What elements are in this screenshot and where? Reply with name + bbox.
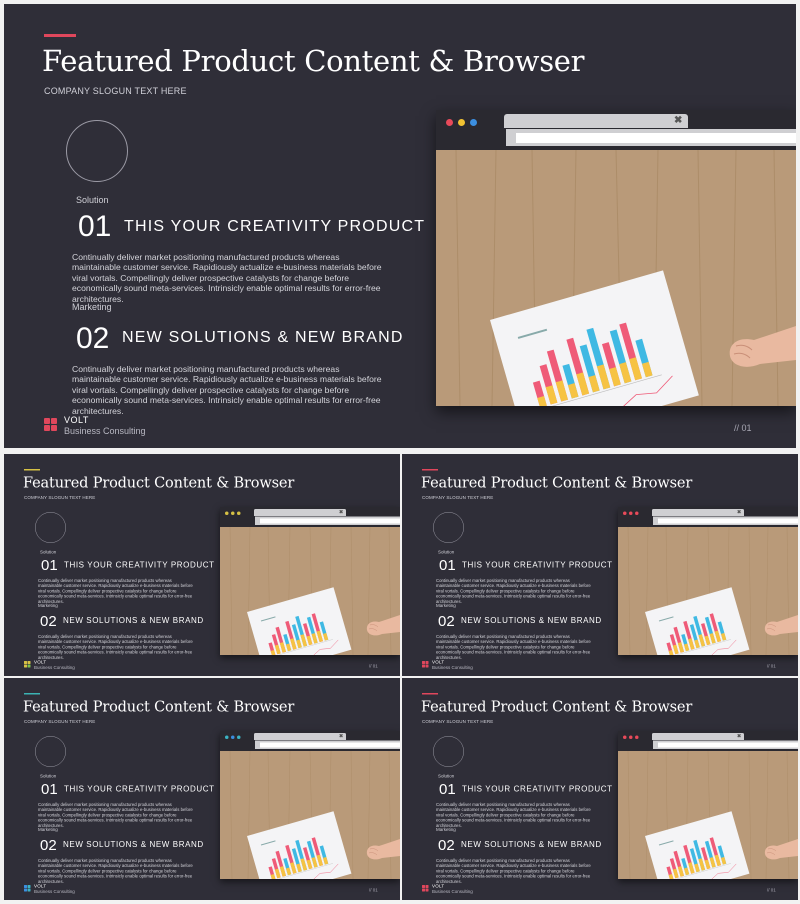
section-2-number: 02	[40, 613, 57, 630]
title-accent-bar	[24, 693, 40, 695]
company-slogan: COMPANY SLOGUN TEXT HERE	[24, 719, 96, 724]
section-1-number: 01	[41, 557, 58, 574]
section-2-number: 02	[438, 837, 455, 854]
address-bar	[260, 519, 400, 524]
section-1-label: Solution	[438, 549, 455, 555]
logo-square-4	[28, 889, 31, 892]
section-1-heading: THIS YOUR CREATIVITY PRODUCT	[462, 785, 613, 794]
slide-thumbnail-4-content	[402, 678, 798, 900]
circle-graphic	[35, 736, 66, 767]
section-2-body: Continually deliver market positioning manufactured products whereas maintainable customer service. Rapidiously actualize e-business materials before viral vortals. Compellingly deliver prospective catalysts for change before economically sound meta-services. Intrinsicly enable optimal results for error-free architectures.	[436, 634, 591, 660]
volt-logo-icon	[24, 885, 31, 892]
section-1-heading: THIS YOUR CREATIVITY PRODUCT	[64, 785, 215, 794]
circle-graphic	[66, 120, 128, 182]
page-number: // 01	[734, 423, 752, 433]
page-number: // 01	[767, 887, 776, 893]
slide-title: Featured Product Content & Browser	[23, 698, 295, 715]
title-accent-bar	[422, 693, 438, 695]
slide-title: Featured Product Content & Browser	[23, 474, 295, 491]
section-2-body: Continually deliver market positioning manufactured products whereas maintainable customer service. Rapidiously actualize e-business materials before viral vortals. Compellingly deliver prospective catalysts for change before economically sound meta-services. Intrinsicly enable optimal results for error-free architectures.	[38, 634, 193, 660]
slide-thumbnail-1-content	[4, 454, 400, 676]
page-number: // 01	[767, 663, 776, 669]
tab-close-icon: ✖	[339, 509, 344, 515]
slide-thumbnail-2[interactable]	[402, 454, 798, 676]
section-1-heading: THIS YOUR CREATIVITY PRODUCT	[64, 561, 215, 570]
browser-content-photo	[220, 527, 400, 655]
section-1-number: 01	[439, 781, 456, 798]
window-dot-close-icon	[446, 119, 453, 126]
section-2-label: Marketing	[38, 603, 58, 608]
tab-close-icon: ✖	[339, 733, 344, 739]
window-dot-maximize-icon	[237, 736, 241, 740]
desk-chart-photo	[618, 527, 798, 655]
browser-mockup	[436, 110, 796, 406]
section-1-label: Solution	[40, 549, 57, 555]
section-2-label: Marketing	[38, 827, 58, 832]
window-dot-minimize-icon	[629, 512, 633, 516]
logo-square-4	[426, 665, 429, 668]
logo-square-4	[426, 889, 429, 892]
logo-square-3	[44, 425, 50, 431]
browser-content-photo	[618, 527, 798, 655]
section-1-number: 01	[41, 781, 58, 798]
volt-logo-icon	[24, 661, 31, 668]
section-2-number: 02	[438, 613, 455, 630]
brand-subtitle: Business Consulting	[432, 665, 473, 670]
window-dot-maximize-icon	[635, 512, 639, 516]
window-dot-minimize-icon	[231, 736, 235, 740]
window-dot-close-icon	[623, 736, 627, 740]
section-1-number: 01	[78, 210, 112, 243]
brand-subtitle: Business Consulting	[64, 426, 146, 436]
browser-tab	[652, 733, 744, 740]
desk-chart-photo	[618, 751, 798, 879]
volt-logo-icon	[44, 418, 57, 431]
browser-content-photo	[618, 751, 798, 879]
browser-content-photo	[436, 150, 796, 406]
logo-square-1	[44, 418, 50, 424]
desk-chart-photo	[220, 751, 400, 879]
slide-thumbnail-1[interactable]	[4, 454, 400, 676]
browser-tab	[652, 509, 744, 516]
section-1-label: Solution	[76, 195, 109, 205]
section-2-number: 02	[40, 837, 57, 854]
section-2-heading: NEW SOLUTIONS & NEW BRAND	[122, 329, 404, 346]
browser-mockup	[220, 507, 400, 655]
address-bar	[658, 519, 798, 524]
browser-content-photo	[220, 751, 400, 879]
window-dot-close-icon	[623, 512, 627, 516]
window-dot-minimize-icon	[629, 736, 633, 740]
logo-square-2	[51, 418, 57, 424]
section-2-body: Continually deliver market positioning manufactured products whereas maintainable customer service. Rapidiously actualize e-business materials before viral vortals. Compellingly deliver prospective catalysts for change before economically sound meta-services. Intrinsicly enable optimal results for error-free architectures.	[436, 858, 591, 884]
brand-name: VOLT	[34, 659, 47, 665]
brand-name: VOLT	[432, 883, 445, 889]
desk-chart-photo	[220, 527, 400, 655]
section-1-body: Continually deliver market positioning manufactured products whereas maintainable customer service. Rapidiously actualize e-business materials before viral vortals. Compellingly deliver prospective catalysts for change before economically sound meta-services. Intrinsicly enable optimal results for error-free architectures.	[436, 802, 591, 828]
volt-logo-icon	[422, 885, 429, 892]
logo-square-4	[51, 425, 57, 431]
section-1-heading: THIS YOUR CREATIVITY PRODUCT	[462, 561, 613, 570]
section-1-body: Continually deliver market positioning manufactured products whereas maintainable customer service. Rapidiously actualize e-business materials before viral vortals. Compellingly deliver prospective catalysts for change before economically sound meta-services. Intrinsicly enable optimal results for error-free architectures.	[38, 578, 193, 604]
company-slogan: COMPANY SLOGUN TEXT HERE	[422, 495, 494, 500]
section-2-heading: NEW SOLUTIONS & NEW BRAND	[461, 840, 602, 849]
brand-subtitle: Business Consulting	[432, 889, 473, 894]
browser-mockup	[618, 731, 798, 879]
company-slogan: COMPANY SLOGUN TEXT HERE	[422, 719, 494, 724]
window-dot-close-icon	[225, 736, 229, 740]
browser-mockup	[618, 507, 798, 655]
section-2-body: Continually deliver market positioning manufactured products whereas maintainable customer service. Rapidiously actualize e-business materials before viral vortals. Compellingly deliver prospective catalysts for change before economically sound meta-services. Intrinsicly enable optimal results for error-free architectures.	[72, 364, 382, 416]
section-2-body: Continually deliver market positioning manufactured products whereas maintainable customer service. Rapidiously actualize e-business materials before viral vortals. Compellingly deliver prospective catalysts for change before economically sound meta-services. Intrinsicly enable optimal results for error-free architectures.	[38, 858, 193, 884]
browser-tab	[254, 509, 346, 516]
section-2-number: 02	[76, 322, 110, 355]
section-2-heading: NEW SOLUTIONS & NEW BRAND	[63, 840, 204, 849]
address-bar	[658, 743, 798, 748]
browser-tab	[504, 114, 688, 128]
section-1-body: Continually deliver market positioning manufactured products whereas maintainable customer service. Rapidiously actualize e-business materials before viral vortals. Compellingly deliver prospective catalysts for change before economically sound meta-services. Intrinsicly enable optimal results for error-free architectures.	[436, 578, 591, 604]
window-dot-maximize-icon	[635, 736, 639, 740]
brand-subtitle: Business Consulting	[34, 665, 75, 670]
brand-subtitle: Business Consulting	[34, 889, 75, 894]
browser-mockup	[220, 731, 400, 879]
circle-graphic	[433, 512, 464, 543]
section-2-label: Marketing	[436, 603, 456, 608]
address-bar	[516, 133, 796, 143]
section-1-body: Continually deliver market positioning manufactured products whereas maintainable customer service. Rapidiously actualize e-business materials before viral vortals. Compellingly deliver prospective catalysts for change before economically sound meta-services. Intrinsicly enable optimal results for error-free architectures.	[72, 252, 382, 304]
window-dot-maximize-icon	[470, 119, 477, 126]
slide-title: Featured Product Content & Browser	[421, 698, 693, 715]
section-1-label: Solution	[40, 773, 57, 779]
company-slogan: COMPANY SLOGUN TEXT HERE	[44, 86, 187, 96]
logo-square-4	[28, 665, 31, 668]
page-number: // 01	[369, 663, 378, 669]
title-accent-bar	[24, 469, 40, 471]
address-bar	[260, 743, 400, 748]
title-accent-bar	[422, 469, 438, 471]
section-2-heading: NEW SOLUTIONS & NEW BRAND	[63, 616, 204, 625]
tab-close-icon: ✖	[737, 509, 742, 515]
title-accent-bar	[44, 34, 76, 37]
section-1-heading: THIS YOUR CREATIVITY PRODUCT	[124, 218, 426, 235]
window-dot-minimize-icon	[231, 512, 235, 516]
window-dot-minimize-icon	[458, 119, 465, 126]
section-1-number: 01	[439, 557, 456, 574]
tab-close-icon: ✖	[737, 733, 742, 739]
circle-graphic	[433, 736, 464, 767]
section-2-label: Marketing	[72, 302, 112, 312]
company-slogan: COMPANY SLOGUN TEXT HERE	[24, 495, 96, 500]
slide-title: Featured Product Content & Browser	[42, 44, 585, 78]
window-dot-maximize-icon	[237, 512, 241, 516]
section-1-label: Solution	[438, 773, 455, 779]
section-2-label: Marketing	[436, 827, 456, 832]
brand-name: VOLT	[64, 415, 89, 425]
circle-graphic	[35, 512, 66, 543]
page-number: // 01	[369, 887, 378, 893]
browser-tab	[254, 733, 346, 740]
slide-main	[4, 4, 796, 448]
section-2-heading: NEW SOLUTIONS & NEW BRAND	[461, 616, 602, 625]
slide-thumbnail-4[interactable]	[402, 678, 798, 900]
slide-thumbnail-3-content	[4, 678, 400, 900]
section-1-body: Continually deliver market positioning manufactured products whereas maintainable customer service. Rapidiously actualize e-business materials before viral vortals. Compellingly deliver prospective catalysts for change before economically sound meta-services. Intrinsicly enable optimal results for error-free architectures.	[38, 802, 193, 828]
slide-title: Featured Product Content & Browser	[421, 474, 693, 491]
slide-thumbnail-2-content	[402, 454, 798, 676]
tab-close-icon: ✖	[674, 115, 683, 126]
window-dot-close-icon	[225, 512, 229, 516]
desk-chart-photo	[436, 150, 796, 406]
volt-logo-icon	[422, 661, 429, 668]
slide-thumbnail-3[interactable]	[4, 678, 400, 900]
brand-name: VOLT	[432, 659, 445, 665]
brand-name: VOLT	[34, 883, 47, 889]
